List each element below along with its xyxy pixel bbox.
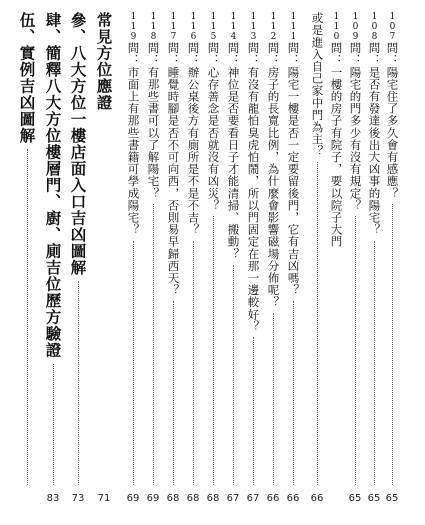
question-text: 一樓的房子有院子，要以院子大門 <box>329 66 344 248</box>
question-number: 108 <box>369 12 380 42</box>
question-text: 神位是否要看日子才能清掃、搬動？ <box>226 66 241 260</box>
question-text: 陽宅住了多久會有感應？ <box>385 66 400 200</box>
toc-section-three: 參、八大方位一樓店面入口吉凶圖解 <box>68 12 88 276</box>
page-number: 66 <box>286 493 300 504</box>
page-number: 68 <box>166 493 180 504</box>
question-text: 陽宅的門多少有沒有規定？ <box>348 66 363 212</box>
question-number: 119 <box>128 12 139 42</box>
dot-leader <box>374 241 375 485</box>
question-label: 問： <box>266 42 281 67</box>
dot-leader <box>133 241 134 485</box>
page-number: 69 <box>126 493 140 504</box>
page-number: 65 <box>348 493 362 504</box>
dot-leader <box>293 301 294 485</box>
toc-heading: 常見方位應證 <box>94 12 114 111</box>
question-text: 有那些書可以了解陽宅？ <box>146 66 161 200</box>
question-number: 110 <box>331 12 342 42</box>
dot-leader <box>53 364 54 485</box>
question-number: 116 <box>188 12 199 42</box>
toc-question-119 <box>127 12 139 236</box>
dot-leader <box>173 301 174 485</box>
question-number: 117 <box>168 12 179 42</box>
question-number: 113 <box>248 12 259 42</box>
toc-question-110 <box>330 12 342 248</box>
question-number: 118 <box>148 12 159 42</box>
question-label: 問： <box>186 42 201 67</box>
question-label: 問： <box>385 42 400 67</box>
toc-section-four: 肆、簡釋八大方位樓層門、廚、廁吉位歷方驗證 <box>43 12 63 359</box>
dot-leader <box>153 204 154 485</box>
page-number: 68 <box>206 493 220 504</box>
page-number: 83 <box>46 493 60 504</box>
question-number: 111 <box>288 12 299 42</box>
toc-question-112 <box>267 12 279 308</box>
dot-leader <box>317 162 318 485</box>
page-number: 67 <box>226 493 240 504</box>
question-text: 房子的長寬比例，為什麼會影響磁場分佈呢？ <box>266 66 281 309</box>
page-number: 67 <box>246 493 260 504</box>
question-text: 陽宅一樓是否一定要留後門，它有吉凶嗎？ <box>286 66 301 297</box>
page-number: 66 <box>310 493 324 504</box>
dot-leader <box>392 204 393 485</box>
toc-question-111 <box>287 12 299 296</box>
question-label: 問： <box>146 42 161 67</box>
toc-question-113 <box>247 12 259 332</box>
page-number: 69 <box>146 493 160 504</box>
question-text: 心存善念是否就沒有凶災？ <box>206 66 221 212</box>
question-label: 問： <box>206 42 221 67</box>
dot-leader <box>355 216 356 485</box>
question-number: 114 <box>228 12 239 42</box>
toc-question-115 <box>207 12 219 211</box>
dot-leader <box>273 313 274 485</box>
dot-leader <box>27 149 28 485</box>
question-label: 問： <box>286 42 301 67</box>
question-label: 問： <box>367 42 382 67</box>
dot-leader <box>193 241 194 485</box>
question-label: 問： <box>348 42 363 67</box>
question-number: 107 <box>387 12 398 42</box>
toc-question-118 <box>147 12 159 199</box>
question-label: 問： <box>166 42 181 67</box>
dot-leader <box>253 337 254 485</box>
dot-leader <box>233 265 234 485</box>
question-label: 問： <box>246 42 261 67</box>
page-number: 65 <box>385 493 399 504</box>
page-number: 66 <box>266 493 280 504</box>
toc-question-107 <box>386 12 398 199</box>
toc-question-109 <box>349 12 361 211</box>
page-number: 65 <box>367 493 381 504</box>
question-text: 有沒有龍怕臭虎怕鬧，所以門固定在那一邊較好？ <box>246 66 261 333</box>
question-number: 112 <box>268 12 279 42</box>
question-text: 辦公桌後方有廁所是不是不吉？ <box>186 66 201 236</box>
page-number: 68 <box>186 493 200 504</box>
dot-leader <box>213 216 214 485</box>
question-label: 問： <box>126 42 141 67</box>
question-text-continued: 或是進入自己家中門為主？ <box>310 12 325 158</box>
question-number: 115 <box>208 12 219 42</box>
question-text: 是否有發達後出大凶事的陽宅？ <box>367 66 382 236</box>
toc-section-five: 伍、實例吉凶圖解 <box>17 12 37 144</box>
page-number: 71 <box>97 493 111 504</box>
question-text: 睡覺時腳是否不可向西，否則易早歸西天？ <box>166 66 181 297</box>
page-number: 73 <box>71 493 85 504</box>
question-label: 問： <box>329 42 344 67</box>
toc-question-108 <box>368 12 380 236</box>
dot-leader <box>78 281 79 485</box>
question-label: 問： <box>226 42 241 67</box>
question-text: 市面上有那些書籍可學成陽宅？ <box>126 66 141 236</box>
question-number: 109 <box>350 12 361 42</box>
toc-question-117 <box>167 12 179 296</box>
toc-question-110-continued <box>311 12 323 157</box>
toc-question-114 <box>227 12 239 260</box>
toc-question-116 <box>187 12 199 236</box>
